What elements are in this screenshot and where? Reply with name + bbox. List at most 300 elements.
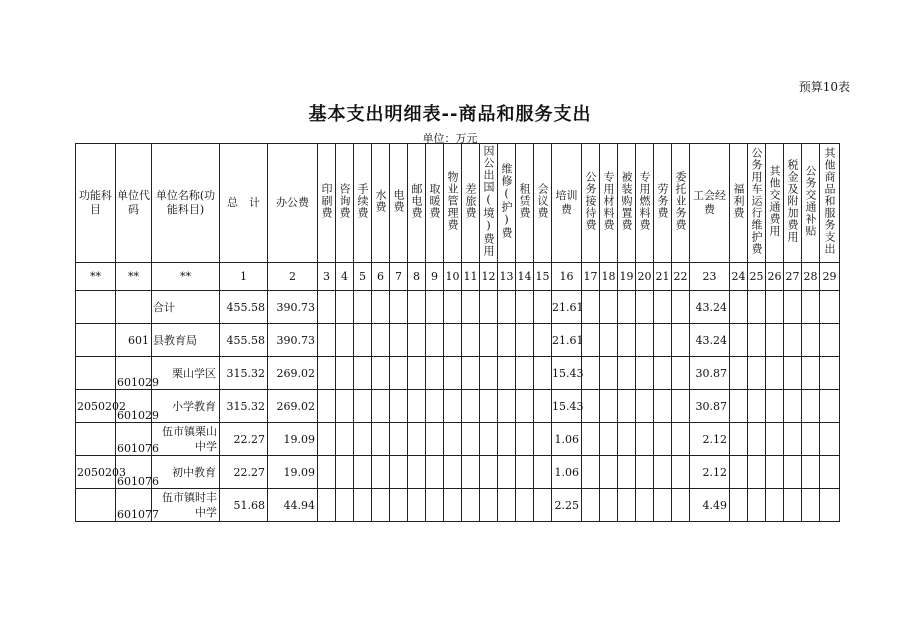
- column-header: 培训费: [552, 144, 582, 263]
- column-header-text: 电费: [392, 189, 405, 213]
- training-cell: 15.43: [552, 357, 582, 390]
- table-cell: [336, 489, 354, 522]
- column-header-text: 被装购置费: [620, 171, 633, 231]
- table-cell: [318, 291, 336, 324]
- table-cell: [600, 423, 618, 456]
- function-code-cell: [76, 423, 116, 456]
- column-number: 2: [268, 263, 318, 291]
- office-cell: 19.09: [268, 456, 318, 489]
- table-cell: [618, 291, 636, 324]
- table-cell: [354, 456, 372, 489]
- union-fee-cell: 43.24: [690, 291, 730, 324]
- column-header-text: 水费: [374, 189, 387, 213]
- table-cell: [462, 456, 480, 489]
- column-number: 29: [820, 263, 840, 291]
- table-cell: [318, 456, 336, 489]
- table-cell: [462, 291, 480, 324]
- column-header: 工会经费: [690, 144, 730, 263]
- training-cell: 21.61: [552, 291, 582, 324]
- column-number: 10: [444, 263, 462, 291]
- table-cell: [654, 324, 672, 357]
- union-fee-cell: 2.12: [690, 456, 730, 489]
- table-row: [76, 423, 840, 456]
- office-cell: 269.02: [268, 357, 318, 390]
- table-cell: [784, 357, 802, 390]
- column-header: [766, 144, 784, 263]
- column-header: [498, 144, 516, 263]
- table-cell: [318, 324, 336, 357]
- training-cell: 2.25: [552, 489, 582, 522]
- table-cell: [784, 324, 802, 357]
- table-cell: [820, 456, 840, 489]
- table-cell: [408, 291, 426, 324]
- column-header: [582, 144, 600, 263]
- table-cell: [426, 456, 444, 489]
- table-cell: [444, 291, 462, 324]
- table-cell: [802, 456, 820, 489]
- column-header: [784, 144, 802, 263]
- table-cell: [636, 390, 654, 423]
- unit-name-cell: 伍市镇栗山中学: [152, 423, 220, 456]
- column-header: [336, 144, 354, 263]
- function-code-cell: 2050203: [76, 456, 116, 489]
- office-cell: 19.09: [268, 423, 318, 456]
- table-cell: [730, 357, 748, 390]
- table-cell: [462, 357, 480, 390]
- table-cell: [408, 390, 426, 423]
- column-header-text: 专用燃料费: [638, 171, 651, 231]
- table-number: 预算10表: [798, 80, 850, 94]
- table-cell: [582, 456, 600, 489]
- page-title: 基本支出明细表--商品和服务支出: [308, 104, 592, 125]
- table-cell: [600, 357, 618, 390]
- table-cell: [390, 390, 408, 423]
- column-header-text: 委托业务费: [674, 171, 687, 231]
- table-cell: [600, 456, 618, 489]
- function-code-cell: [76, 291, 116, 324]
- column-number: 24: [730, 263, 748, 291]
- unit-name-cell: 合计: [152, 291, 220, 324]
- table-cell: [534, 357, 552, 390]
- column-header: 单位名称(功能科目): [152, 144, 220, 263]
- column-number: 3: [318, 263, 336, 291]
- table-cell: [748, 456, 766, 489]
- column-header-text: 差旅费: [464, 183, 477, 219]
- total-cell: 455.58: [220, 291, 268, 324]
- unit-code-cell: 601: [116, 324, 152, 357]
- table-cell: [672, 324, 690, 357]
- table-cell: [766, 324, 784, 357]
- table-cell: [498, 456, 516, 489]
- table-cell: [534, 390, 552, 423]
- table-cell: [582, 489, 600, 522]
- table-cell: [802, 489, 820, 522]
- column-header: [462, 144, 480, 263]
- column-header-text: 其他交通费用: [768, 165, 781, 237]
- table-cell: [802, 324, 820, 357]
- column-header: [444, 144, 462, 263]
- table-cell: [480, 456, 498, 489]
- column-header: [654, 144, 672, 263]
- table-cell: [654, 390, 672, 423]
- column-header-text: 因公出国(境)费用: [482, 145, 495, 257]
- table-cell: [498, 390, 516, 423]
- table-cell: [444, 390, 462, 423]
- table-cell: [820, 324, 840, 357]
- column-header: [318, 144, 336, 263]
- training-cell: 21.61: [552, 324, 582, 357]
- table-cell: [354, 489, 372, 522]
- table-cell: [748, 357, 766, 390]
- table-cell: [672, 456, 690, 489]
- table-cell: [426, 357, 444, 390]
- column-header: [618, 144, 636, 263]
- table-cell: [618, 324, 636, 357]
- table-cell: [672, 489, 690, 522]
- table-cell: [820, 423, 840, 456]
- table-cell: [582, 291, 600, 324]
- table-row: [76, 357, 840, 390]
- table-cell: [802, 291, 820, 324]
- column-header: [390, 144, 408, 263]
- table-cell: [534, 456, 552, 489]
- table-cell: [600, 291, 618, 324]
- table-cell: [766, 390, 784, 423]
- table-cell: [534, 291, 552, 324]
- column-number: 18: [600, 263, 618, 291]
- column-number: 4: [336, 263, 354, 291]
- table-cell: [600, 324, 618, 357]
- table-cell: [516, 324, 534, 357]
- table-cell: [618, 357, 636, 390]
- office-cell: 390.73: [268, 291, 318, 324]
- table-row: [76, 456, 840, 489]
- training-cell: 15.43: [552, 390, 582, 423]
- unit-code-cell: 601076: [116, 456, 152, 489]
- column-header: 单位代码: [116, 144, 152, 263]
- column-number: 13: [498, 263, 516, 291]
- table-cell: [582, 357, 600, 390]
- column-number: 22: [672, 263, 690, 291]
- table-cell: [426, 324, 444, 357]
- column-number: 28: [802, 263, 820, 291]
- table-cell: [444, 423, 462, 456]
- table-cell: [820, 291, 840, 324]
- table-cell: [748, 291, 766, 324]
- table-cell: [354, 324, 372, 357]
- column-number: **: [152, 263, 220, 291]
- column-header: [480, 144, 498, 263]
- office-cell: 44.94: [268, 489, 318, 522]
- column-header: [748, 144, 766, 263]
- table-cell: [784, 456, 802, 489]
- table-cell: [730, 291, 748, 324]
- table-cell: [766, 456, 784, 489]
- table-cell: [766, 291, 784, 324]
- table-cell: [534, 423, 552, 456]
- table-cell: [462, 489, 480, 522]
- column-header: [354, 144, 372, 263]
- table-cell: [802, 390, 820, 423]
- total-cell: 455.58: [220, 324, 268, 357]
- column-header-text: 维修(护)费: [500, 163, 513, 239]
- table-cell: [336, 456, 354, 489]
- table-cell: [372, 456, 390, 489]
- column-header-text: 福利费: [732, 183, 745, 219]
- function-code-cell: [76, 357, 116, 390]
- column-header: [372, 144, 390, 263]
- table-cell: [336, 324, 354, 357]
- unit-code-cell: 601029: [116, 390, 152, 423]
- table-cell: [582, 324, 600, 357]
- column-number: 8: [408, 263, 426, 291]
- table-cell: [516, 390, 534, 423]
- expense-table: [75, 143, 840, 522]
- table-cell: [784, 291, 802, 324]
- table-cell: [820, 357, 840, 390]
- table-cell: [784, 390, 802, 423]
- table-cell: [618, 423, 636, 456]
- column-header-text: 劳务费: [656, 183, 669, 219]
- table-cell: [336, 357, 354, 390]
- total-cell: 22.27: [220, 456, 268, 489]
- column-header-text: 公务交通补贴: [804, 165, 817, 237]
- column-header: [730, 144, 748, 263]
- table-cell: [766, 423, 784, 456]
- table-cell: [766, 489, 784, 522]
- function-code-cell: [76, 489, 116, 522]
- total-cell: 315.32: [220, 390, 268, 423]
- column-header-text: 邮电费: [410, 183, 423, 219]
- table-cell: [372, 357, 390, 390]
- table-cell: [318, 489, 336, 522]
- table-cell: [444, 456, 462, 489]
- table-cell: [516, 357, 534, 390]
- table-cell: [600, 390, 618, 423]
- unit-label: 单位：万元: [422, 132, 478, 145]
- total-cell: 22.27: [220, 423, 268, 456]
- table-cell: [766, 357, 784, 390]
- table-cell: [748, 489, 766, 522]
- table-cell: [336, 390, 354, 423]
- column-number: 12: [480, 263, 498, 291]
- column-number: 5: [354, 263, 372, 291]
- column-number: 14: [516, 263, 534, 291]
- table-cell: [318, 357, 336, 390]
- table-cell: [672, 357, 690, 390]
- column-header: [516, 144, 534, 263]
- column-header: 办公费: [268, 144, 318, 263]
- table-cell: [636, 423, 654, 456]
- table-cell: [784, 489, 802, 522]
- table-cell: [802, 357, 820, 390]
- unit-code-cell: 601076: [116, 423, 152, 456]
- column-header: [802, 144, 820, 263]
- table-cell: [654, 357, 672, 390]
- union-fee-cell: 43.24: [690, 324, 730, 357]
- table-cell: [354, 423, 372, 456]
- table-row: [76, 489, 840, 522]
- table-cell: [498, 423, 516, 456]
- column-header-text: 物业管理费: [446, 171, 459, 231]
- table-cell: [372, 489, 390, 522]
- column-number: 27: [784, 263, 802, 291]
- table-cell: [390, 324, 408, 357]
- table-cell: [480, 357, 498, 390]
- column-header-text: 印刷费: [320, 183, 333, 219]
- table-cell: [600, 489, 618, 522]
- table-cell: [636, 324, 654, 357]
- table-cell: [498, 489, 516, 522]
- column-number: 26: [766, 263, 784, 291]
- column-header-text: 税金及附加费用: [786, 159, 799, 243]
- table-cell: [730, 489, 748, 522]
- column-header: [636, 144, 654, 263]
- table-cell: [618, 390, 636, 423]
- table-cell: [408, 324, 426, 357]
- table-cell: [784, 423, 802, 456]
- total-cell: 51.68: [220, 489, 268, 522]
- unit-code-cell: 601029: [116, 357, 152, 390]
- table-cell: [480, 423, 498, 456]
- table-cell: [462, 423, 480, 456]
- unit-name-cell: 初中教育: [152, 456, 220, 489]
- column-number: 15: [534, 263, 552, 291]
- table-cell: [390, 291, 408, 324]
- table-cell: [372, 390, 390, 423]
- table-cell: [408, 489, 426, 522]
- column-number: 20: [636, 263, 654, 291]
- column-header-text: 专用材料费: [602, 171, 615, 231]
- column-number: 6: [372, 263, 390, 291]
- column-header-text: 其他商品和服务支出: [823, 147, 836, 255]
- table-cell: [516, 489, 534, 522]
- table-cell: [820, 489, 840, 522]
- column-number: 17: [582, 263, 600, 291]
- table-cell: [820, 390, 840, 423]
- table-cell: [372, 423, 390, 456]
- column-header: 功能科目: [76, 144, 116, 263]
- table-cell: [426, 291, 444, 324]
- column-header-text: 会议费: [536, 183, 549, 219]
- table-cell: [390, 456, 408, 489]
- table-row: [76, 390, 840, 423]
- column-header: [426, 144, 444, 263]
- table-cell: [480, 291, 498, 324]
- column-header: [408, 144, 426, 263]
- table-cell: [408, 357, 426, 390]
- column-number: 16: [552, 263, 582, 291]
- column-number: 21: [654, 263, 672, 291]
- table-cell: [444, 489, 462, 522]
- table-cell: [654, 291, 672, 324]
- table-cell: [498, 291, 516, 324]
- table-cell: [654, 423, 672, 456]
- table-cell: [336, 291, 354, 324]
- column-number: 1: [220, 263, 268, 291]
- column-header-text: 咨询费: [338, 183, 351, 219]
- table-cell: [336, 423, 354, 456]
- column-header: [820, 144, 840, 263]
- header-row: [76, 144, 840, 263]
- table-cell: [444, 324, 462, 357]
- office-cell: 390.73: [268, 324, 318, 357]
- table-cell: [318, 423, 336, 456]
- total-cell: 315.32: [220, 357, 268, 390]
- function-code-cell: [76, 324, 116, 357]
- training-cell: 1.06: [552, 423, 582, 456]
- table-cell: [390, 489, 408, 522]
- table-cell: [730, 390, 748, 423]
- table-cell: [654, 489, 672, 522]
- table-cell: [390, 357, 408, 390]
- table-cell: [372, 291, 390, 324]
- column-number: **: [76, 263, 116, 291]
- column-header: 总 计: [220, 144, 268, 263]
- union-fee-cell: 4.49: [690, 489, 730, 522]
- table-cell: [516, 456, 534, 489]
- table-cell: [426, 423, 444, 456]
- table-cell: [462, 390, 480, 423]
- unit-name-cell: 小学教育: [152, 390, 220, 423]
- unit-code-cell: 601077: [116, 489, 152, 522]
- table-cell: [516, 291, 534, 324]
- table-cell: [516, 423, 534, 456]
- table-cell: [582, 423, 600, 456]
- table-cell: [748, 324, 766, 357]
- table-cell: [462, 324, 480, 357]
- table-cell: [730, 423, 748, 456]
- table-cell: [390, 423, 408, 456]
- table-cell: [408, 423, 426, 456]
- union-fee-cell: 30.87: [690, 357, 730, 390]
- table-cell: [426, 489, 444, 522]
- table-cell: [802, 423, 820, 456]
- unit-name-cell: 县教育局: [152, 324, 220, 357]
- table-cell: [444, 357, 462, 390]
- column-header: [672, 144, 690, 263]
- column-header: [600, 144, 618, 263]
- table-cell: [498, 324, 516, 357]
- column-number: 7: [390, 263, 408, 291]
- table-cell: [636, 489, 654, 522]
- column-header-text: 手续费: [356, 183, 369, 219]
- table-cell: [672, 390, 690, 423]
- table-cell: [534, 324, 552, 357]
- union-fee-cell: 30.87: [690, 390, 730, 423]
- table-cell: [426, 390, 444, 423]
- column-number: 9: [426, 263, 444, 291]
- column-number: 23: [690, 263, 730, 291]
- table-cell: [730, 324, 748, 357]
- unit-name-cell: 伍市镇时丰中学: [152, 489, 220, 522]
- unit-name-cell: 栗山学区: [152, 357, 220, 390]
- table-cell: [354, 291, 372, 324]
- table-cell: [480, 489, 498, 522]
- table-row: [76, 324, 840, 357]
- table-cell: [318, 390, 336, 423]
- column-header-text: 公务用车运行维护费: [750, 147, 763, 255]
- column-header-text: 取暖费: [428, 183, 441, 219]
- table-cell: [618, 489, 636, 522]
- column-number: 19: [618, 263, 636, 291]
- table-cell: [408, 456, 426, 489]
- table-cell: [748, 423, 766, 456]
- table-cell: [498, 357, 516, 390]
- table-cell: [354, 390, 372, 423]
- column-number: 25: [748, 263, 766, 291]
- column-header-text: 租赁费: [518, 183, 531, 219]
